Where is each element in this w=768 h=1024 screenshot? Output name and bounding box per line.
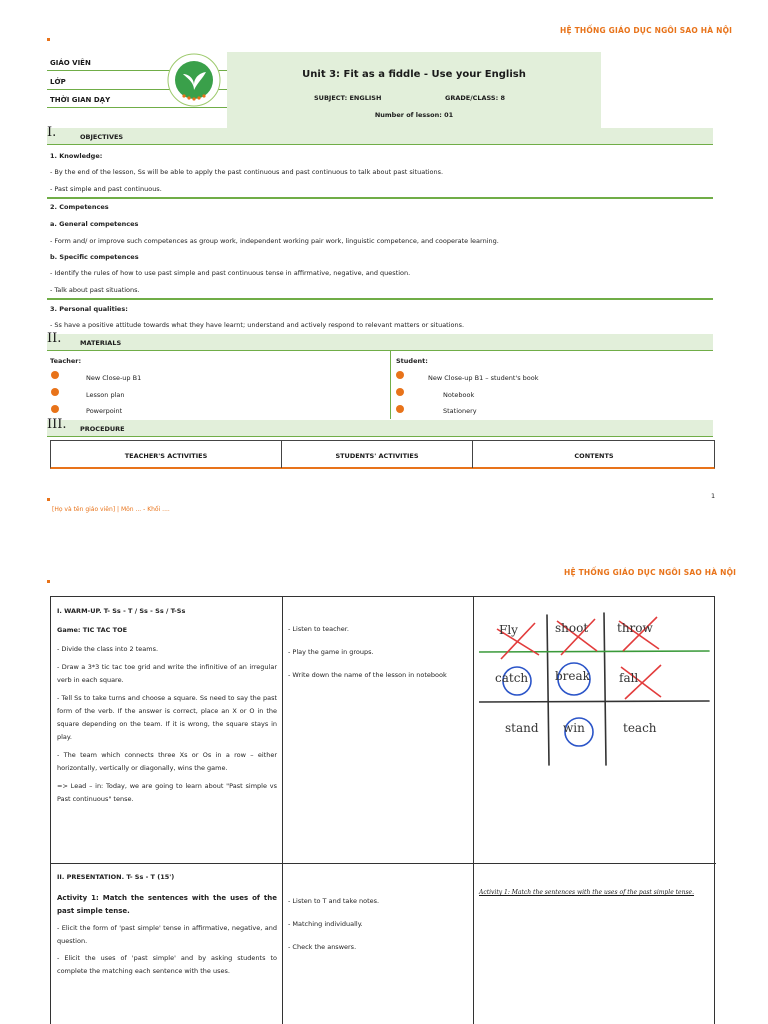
header-marker	[47, 580, 50, 583]
warmup-lead-in: => Lead – in: Today, we are going to learn about "Past simple vs Past continuous" tense.	[57, 782, 277, 803]
header-marker	[47, 38, 50, 41]
grid-word: fall	[619, 671, 639, 685]
grid-word: break	[555, 669, 590, 683]
specific-competences-line: - Identify the rules of how to use past simple and past continuous tense in affirmative, negative, and question.	[50, 269, 411, 277]
student-step: - Matching individually.	[288, 920, 363, 928]
presentation-activity: Activity 1: Match the sentences with the uses of the past simple tense.	[57, 894, 277, 915]
materials-teacher-label: Teacher:	[50, 357, 82, 365]
presentation-title: II. PRESENTATION. T- Ss - T (15')	[57, 873, 175, 881]
student-step: - Play the game in groups.	[288, 648, 374, 656]
personal-qualities-title: 3. Personal qualities:	[50, 305, 128, 313]
footer-text: [Họ và tên giáo viên] | Môn ... - Khối ....	[52, 506, 170, 513]
lesson-info-block	[47, 52, 713, 132]
grid-word: win	[563, 721, 585, 735]
grid-word: throw	[617, 621, 653, 635]
competences-title: 2. Competences	[50, 203, 109, 211]
footer-marker	[47, 498, 50, 501]
specific-competences-line: - Talk about past situations.	[50, 286, 140, 294]
section-title: MATERIALS	[80, 339, 122, 347]
grid-word: catch	[495, 671, 529, 685]
grade-class: GRADE/CLASS: 8	[445, 94, 505, 102]
specific-competences-title: b. Specific competences	[50, 253, 139, 261]
procedure-header-table	[50, 440, 715, 469]
knowledge-title: 1. Knowledge:	[50, 152, 103, 160]
warmup-step: - Divide the class into 2 teams.	[57, 645, 159, 653]
presentation-contents: Activity 1: Match the sentences with the uses of the past simple tense.	[479, 889, 695, 896]
grid-word: teach	[623, 721, 657, 735]
personal-qualities-line: - Ss have a positive attitude towards what they have learnt; understand and actively respond to relevant matters or situations.	[50, 321, 465, 329]
student-material-item: Stationery	[443, 407, 477, 415]
warmup-game: Game: TIC TAC TOE	[57, 626, 128, 634]
section-procedure	[47, 417, 713, 437]
lesson-title: Unit 3: Fit as a fiddle - Use your English	[302, 69, 526, 80]
student-step: - Check the answers.	[288, 943, 357, 951]
presentation-step: - Elicit the uses of 'past simple' and by asking students to complete the matching each sentence with the uses.	[57, 954, 277, 975]
section-materials	[47, 331, 713, 351]
bullet-icon	[51, 371, 59, 379]
school-header: HỆ THỐNG GIÁO DỤC NGÔI SAO HÀ NỘI	[560, 26, 733, 35]
teacher-label: GIÁO VIÊN	[50, 59, 91, 67]
header-students-activities: STUDENTS' ACTIVITIES	[335, 452, 419, 460]
bullet-icon	[396, 405, 404, 413]
teacher-material-item: New Close-up B1	[86, 374, 142, 382]
section-title: PROCEDURE	[80, 425, 125, 433]
knowledge-line: - By the end of the lesson, Ss will be able to apply the past continuous and past continuous to talk about past situations.	[50, 168, 444, 176]
warmup-step: - Tell Ss to take turns and choose a square. Ss need to say the past form of the verb. If the answer is correct, place an X or O in the square depending on the team. If it is wrong, the square stays in play.	[57, 694, 277, 741]
general-competences-line: - Form and/ or improve such competences as group work, independent working pair work, linguistic competence, and cooperate learning.	[50, 237, 499, 245]
student-material-item: New Close-up B1 – student's book	[428, 374, 539, 382]
grid-word: shoot	[555, 621, 589, 635]
student-material-item: Notebook	[443, 391, 475, 399]
grid-word: stand	[505, 721, 539, 735]
bullet-icon	[51, 405, 59, 413]
warmup-title: I. WARM-UP. T- Ss - T / Ss - Ss / T-Ss	[57, 607, 186, 615]
school-header: HỆ THỐNG GIÁO DỤC NGÔI SAO HÀ NỘI	[564, 568, 737, 577]
bullet-icon	[51, 388, 59, 396]
time-label: THỜI GIAN DẠY	[50, 96, 111, 104]
warmup-teacher-cell	[57, 605, 277, 806]
presentation-students-cell	[288, 895, 468, 954]
presentation-step: - Elicit the form of 'past simple' tense in affirmative, negative, and question.	[57, 924, 277, 945]
warmup-step: - The team which connects three Xs or Os in a row – either horizontally, vertically or diagonally, wins the game.	[57, 751, 277, 772]
bullet-icon	[396, 388, 404, 396]
student-step: - Listen to teacher.	[288, 625, 349, 633]
knowledge-line: - Past simple and past continuous.	[50, 185, 162, 193]
subject: SUBJECT: ENGLISH	[314, 94, 382, 102]
student-step: - Write down the name of the lesson in notebook	[288, 671, 447, 679]
teacher-material-item: Lesson plan	[86, 391, 125, 399]
header-teacher-activities: TEACHER'S ACTIVITIES	[124, 452, 208, 460]
materials-student-label: Student:	[396, 357, 428, 365]
warmup-students-cell	[288, 623, 468, 682]
school-logo	[161, 52, 227, 108]
section-objectives	[47, 125, 713, 145]
grid-word: Fly	[499, 623, 518, 637]
tic-tac-toe-sketch	[479, 607, 711, 767]
class-label: LỚP	[50, 78, 66, 86]
general-competences-title: a. General competences	[50, 220, 139, 228]
section-roman: III.	[47, 417, 67, 432]
student-step: - Listen to T and take notes.	[288, 897, 380, 905]
presentation-teacher-cell	[57, 871, 277, 978]
lesson-title-box	[227, 52, 601, 130]
teacher-material-item: Powerpoint	[86, 407, 123, 415]
section-roman: I.	[47, 125, 57, 140]
section-roman: II.	[47, 331, 62, 346]
header-contents: CONTENTS	[574, 452, 614, 460]
lesson-number: Number of lesson: 01	[374, 111, 454, 119]
bullet-icon	[396, 371, 404, 379]
procedure-table	[50, 596, 715, 1024]
warmup-step: - Draw a 3*3 tic tac toe grid and write the infinitive of an irregular verb in each square.	[57, 663, 277, 684]
page-number: 1	[711, 492, 716, 500]
section-title: OBJECTIVES	[80, 133, 124, 141]
